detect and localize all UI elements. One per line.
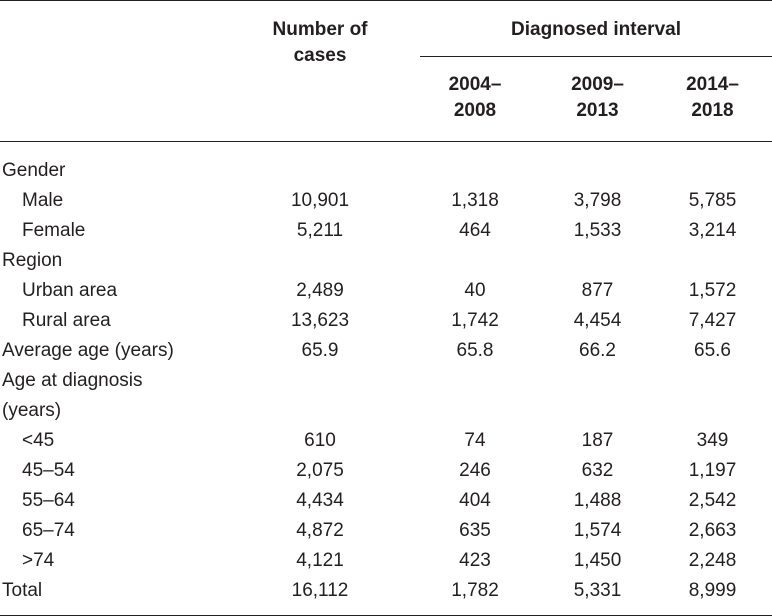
table-row — [0, 336, 772, 366]
cell-value: 1,782 — [451, 580, 499, 601]
row-label: Female — [22, 220, 86, 241]
cell-value: 65.9 — [301, 340, 339, 361]
cell-value: 1,742 — [451, 310, 499, 331]
header-period-2009-2013: 2009– 2013 — [571, 74, 624, 121]
table-row — [0, 516, 772, 546]
cell-value: 1,197 — [688, 460, 737, 481]
cell-value: 3,798 — [573, 190, 622, 211]
cell-value: 404 — [459, 490, 491, 511]
table-row — [0, 426, 772, 456]
row-label: Male — [22, 190, 64, 211]
cell-value: 4,121 — [296, 550, 344, 571]
cell-value: 877 — [581, 280, 614, 301]
row-label: Average age (years) — [2, 340, 174, 361]
cell-value: 3,214 — [688, 220, 737, 241]
cell-value: 635 — [459, 520, 491, 541]
cell-value: 40 — [464, 280, 486, 301]
cell-value: 349 — [696, 430, 729, 451]
cell-value: 2,248 — [688, 550, 737, 571]
header-diagnosed-interval: Diagnosed interval — [511, 19, 681, 40]
row-label: <45 — [22, 430, 55, 451]
cell-value: 5,211 — [296, 220, 344, 241]
cell-value: 16,112 — [291, 580, 349, 601]
row-label: Age at diagnosis — [2, 370, 143, 391]
row-label: 55–64 — [22, 490, 75, 511]
cell-value: 1,450 — [573, 550, 622, 571]
cell-value: 7,427 — [688, 310, 737, 331]
header-bottom-rule — [0, 141, 772, 142]
header-interval-rule — [420, 56, 772, 57]
header-number-of-cases: Number of cases — [272, 19, 368, 66]
cell-value: 13,623 — [290, 310, 350, 331]
cell-value: 1,572 — [688, 280, 737, 301]
header-period-2004-2008: 2004– 2008 — [448, 74, 502, 121]
row-label: Gender — [2, 160, 66, 181]
header-period-2014-2018: 2014– 2018 — [686, 74, 739, 121]
table-row — [0, 156, 772, 186]
cell-value: 2,542 — [688, 490, 737, 511]
cell-value: 2,663 — [688, 520, 737, 541]
table-row — [0, 486, 772, 516]
cell-value: 66.2 — [579, 340, 616, 361]
cell-value: 5,331 — [573, 580, 622, 601]
cell-value: 1,488 — [573, 490, 622, 511]
row-label: Urban area — [22, 280, 118, 301]
cell-value: 246 — [459, 460, 491, 481]
cell-value: 74 — [464, 430, 486, 451]
cell-value: 187 — [581, 430, 614, 451]
cell-value: 2,075 — [296, 460, 344, 481]
table-row — [0, 546, 772, 576]
cell-value: 464 — [459, 220, 491, 241]
cell-value: 4,454 — [573, 310, 622, 331]
table-row — [0, 396, 772, 426]
cell-value: 5,785 — [688, 190, 737, 211]
cell-value: 610 — [304, 430, 336, 451]
table-row — [0, 246, 772, 276]
cell-value: 4,434 — [296, 490, 344, 511]
cell-value: 65.6 — [694, 340, 731, 361]
row-label: Rural area — [22, 310, 111, 331]
cell-value: 1,533 — [573, 220, 622, 241]
table-row — [0, 186, 772, 216]
row-label: (years) — [2, 400, 62, 421]
cell-value: 4,872 — [296, 520, 344, 541]
cell-value: 632 — [581, 460, 614, 481]
cell-value: 2,489 — [296, 280, 344, 301]
cell-value: 10,901 — [290, 190, 350, 211]
row-label: 65–74 — [22, 520, 75, 541]
cell-value: 1,574 — [573, 520, 622, 541]
table-row — [0, 276, 772, 306]
table-row — [0, 456, 772, 486]
cell-value: 65.8 — [456, 340, 494, 361]
table-row — [0, 306, 772, 336]
cell-value: 8,999 — [688, 580, 737, 601]
row-label: Region — [2, 250, 63, 271]
table-row — [0, 576, 772, 606]
table-row — [0, 366, 772, 396]
cell-value: 423 — [459, 550, 491, 571]
row-label: >74 — [22, 550, 55, 571]
table-row — [0, 216, 772, 246]
row-label: Total — [2, 580, 43, 601]
row-label: 45–54 — [22, 460, 75, 481]
cell-value: 1,318 — [451, 190, 499, 211]
